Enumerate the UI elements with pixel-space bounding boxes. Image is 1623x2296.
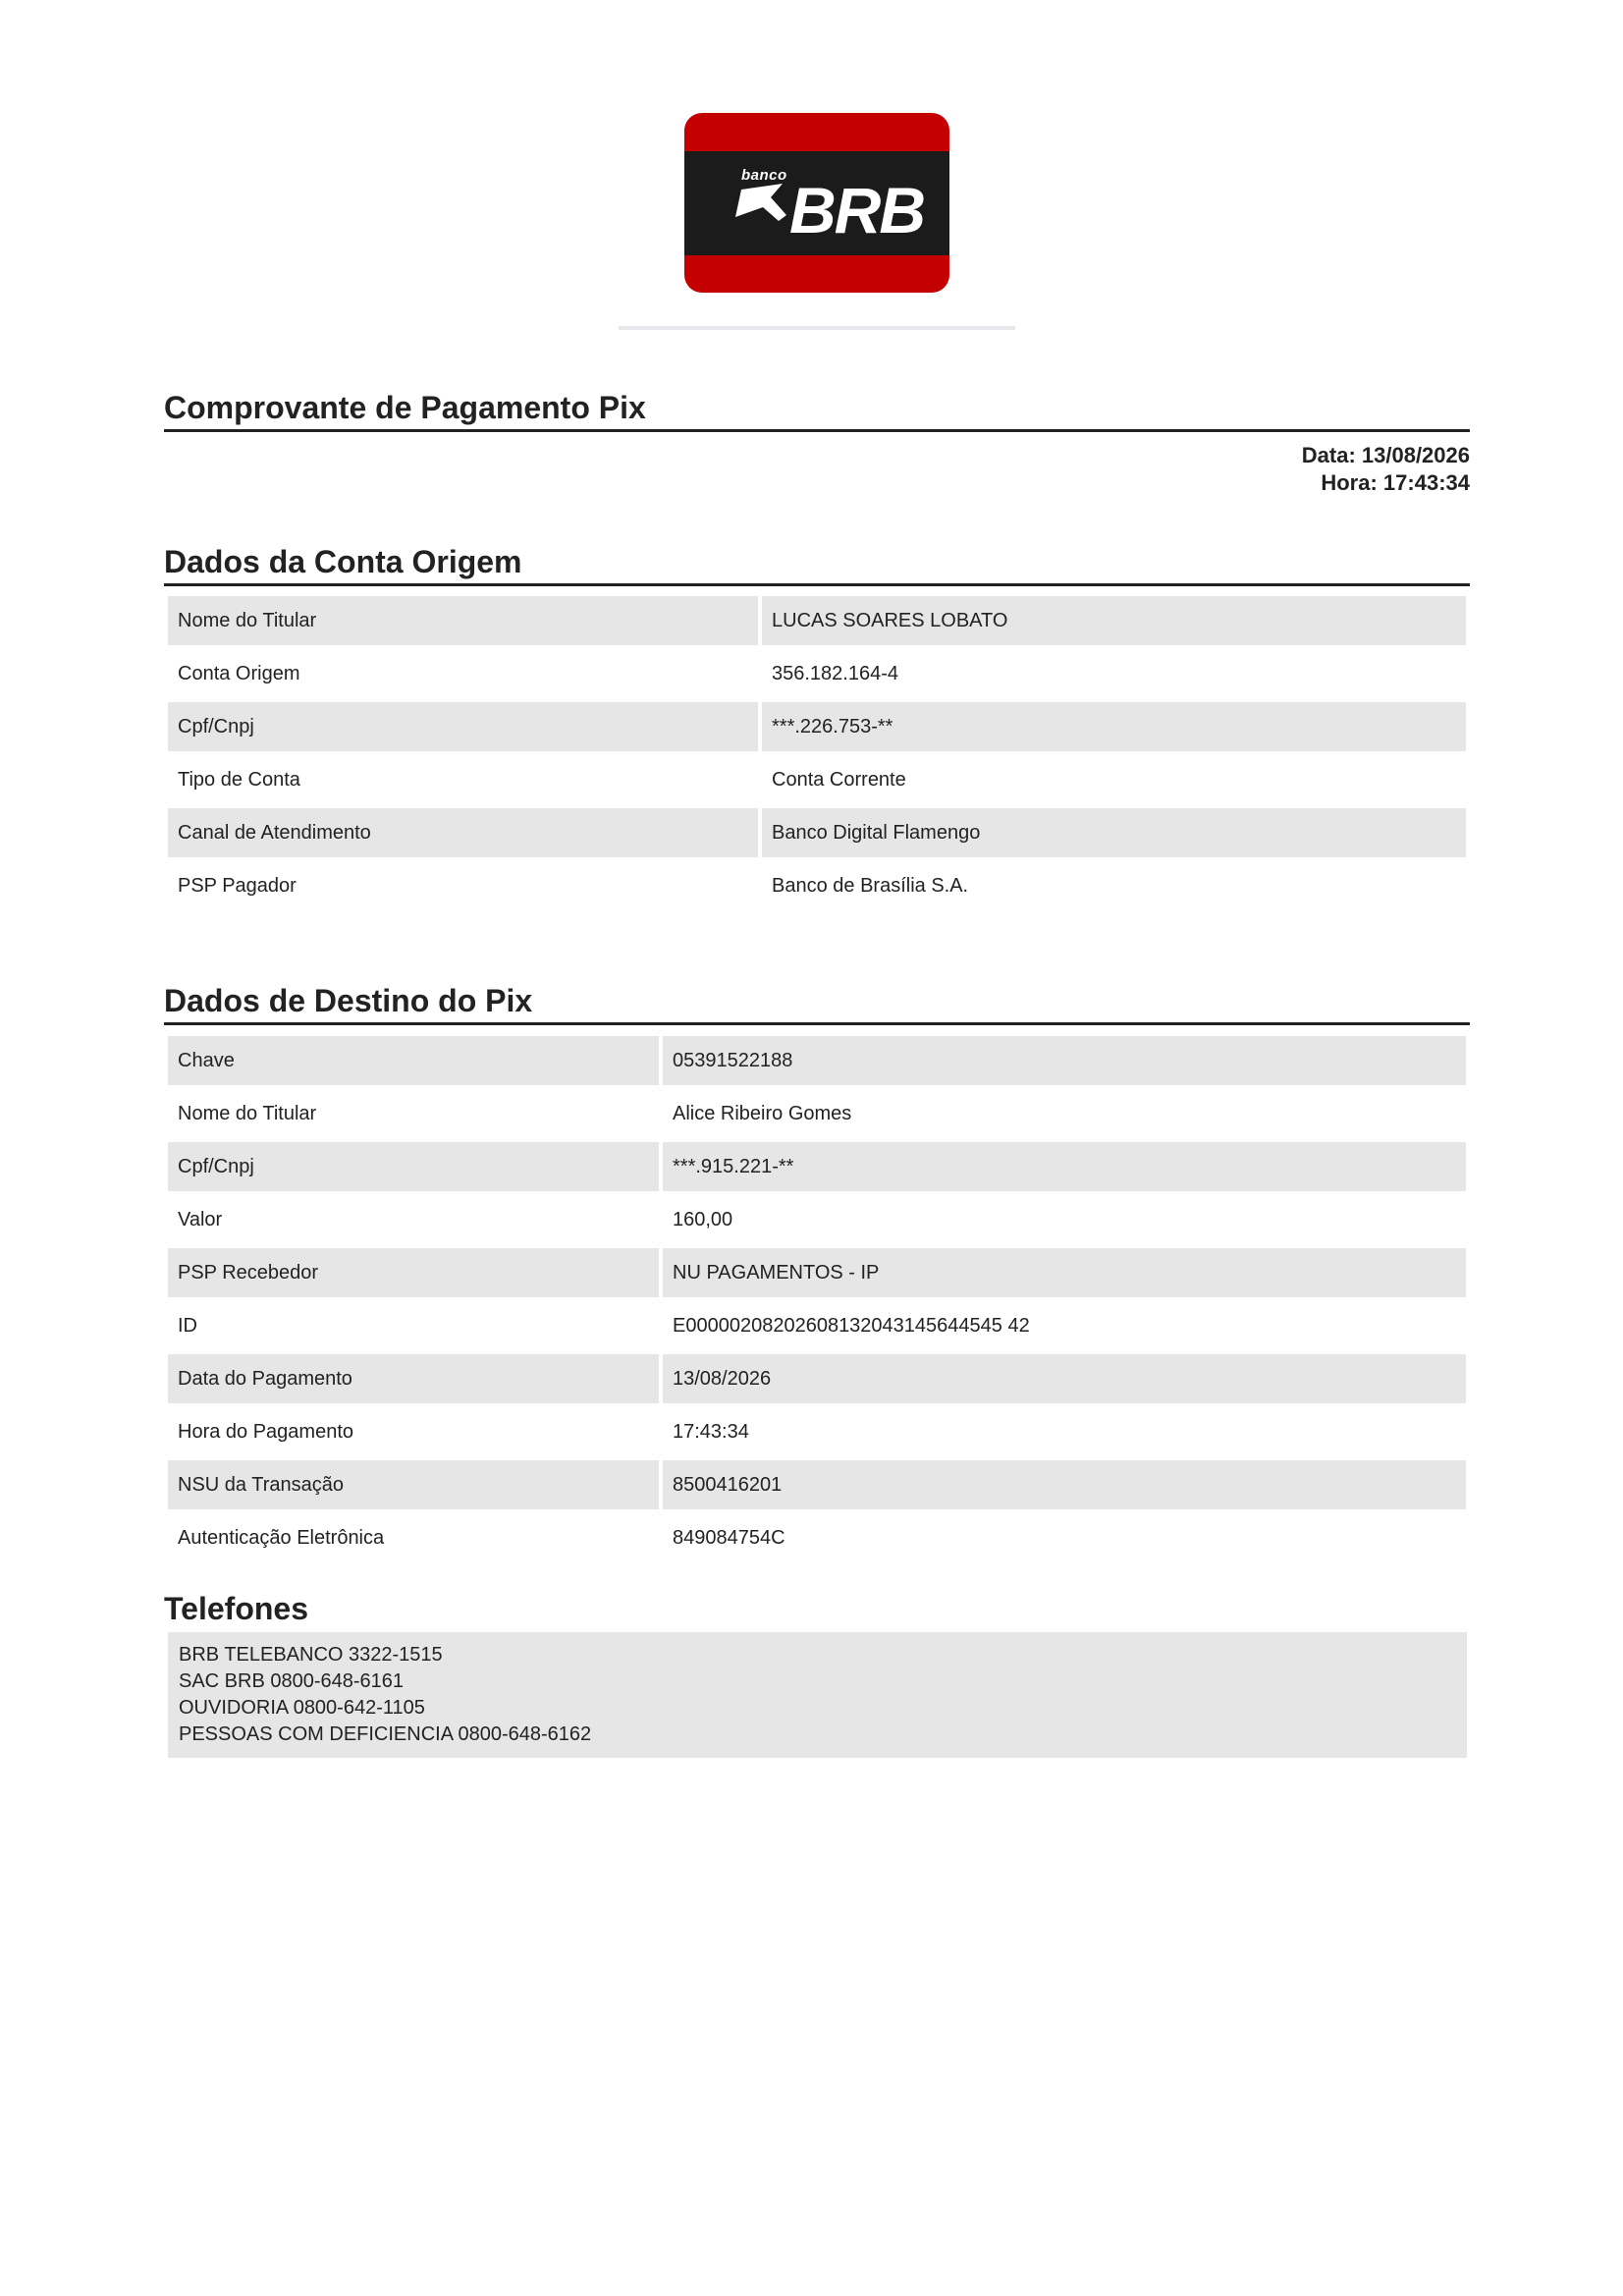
- field-label: Valor: [168, 1195, 659, 1244]
- table-row: [168, 1142, 1466, 1191]
- phone-line: PESSOAS COM DEFICIENCIA 0800-648-6162: [179, 1723, 592, 1745]
- table-row: [168, 649, 1466, 698]
- table-row: [168, 1248, 1466, 1297]
- destination-section-title: Dados de Destino do Pix: [164, 981, 1470, 1025]
- receipt-date: Data: 13/08/2026: [1301, 443, 1470, 467]
- field-label: Conta Origem: [168, 649, 758, 698]
- logo-divider: [619, 326, 1015, 330]
- logo-small-text: banco: [741, 167, 787, 184]
- field-value: ***.226.753-**: [762, 702, 1466, 751]
- phones-box: [168, 1632, 1467, 1758]
- field-value: 13/08/2026: [663, 1354, 1466, 1403]
- receipt-title: Comprovante de Pagamento Pix: [164, 388, 1470, 432]
- table-row: [168, 1513, 1466, 1562]
- table-row: [168, 861, 1466, 910]
- field-value: ***.915.221-**: [663, 1142, 1466, 1191]
- phone-line: SAC BRB 0800-648-6161: [179, 1670, 405, 1692]
- field-label: Nome do Titular: [168, 1089, 659, 1138]
- field-value: 05391522188: [663, 1036, 1466, 1085]
- field-label: Tipo de Conta: [168, 755, 758, 804]
- table-row: [168, 702, 1466, 751]
- field-value: E00000208202608132043145644545 42: [663, 1301, 1466, 1350]
- table-row: [168, 1354, 1466, 1403]
- receipt-time: Hora: 17:43:34: [1321, 470, 1470, 495]
- field-label: Autenticação Eletrônica: [168, 1513, 659, 1562]
- table-row: [168, 1089, 1466, 1138]
- table-row: [168, 1195, 1466, 1244]
- table-row: [168, 596, 1466, 645]
- bank-logo: [684, 113, 949, 293]
- field-label: PSP Pagador: [168, 861, 758, 910]
- table-row: [168, 1460, 1466, 1509]
- field-value: 17:43:34: [663, 1407, 1466, 1456]
- receipt-datetime: [1302, 442, 1470, 497]
- field-value: Alice Ribeiro Gomes: [663, 1089, 1466, 1138]
- field-value: Banco Digital Flamengo: [762, 808, 1466, 857]
- field-value: 160,00: [663, 1195, 1466, 1244]
- field-value: Conta Corrente: [762, 755, 1466, 804]
- table-row: [168, 1407, 1466, 1456]
- field-value: NU PAGAMENTOS - IP: [663, 1248, 1466, 1297]
- table-row: [168, 755, 1466, 804]
- field-label: Data do Pagamento: [168, 1354, 659, 1403]
- field-label: Canal de Atendimento: [168, 808, 758, 857]
- field-label: PSP Recebedor: [168, 1248, 659, 1297]
- field-value: 8500416201: [663, 1460, 1466, 1509]
- table-row: [168, 1036, 1466, 1085]
- table-row: [168, 1301, 1466, 1350]
- field-value: 356.182.164-4: [762, 649, 1466, 698]
- phone-line: OUVIDORIA 0800-642-1105: [179, 1697, 425, 1719]
- field-label: ID: [168, 1301, 659, 1350]
- phones-title: Telefones: [164, 1591, 308, 1626]
- field-label: Cpf/Cnpj: [168, 1142, 659, 1191]
- field-label: Cpf/Cnpj: [168, 702, 758, 751]
- field-label: Chave: [168, 1036, 659, 1085]
- field-label: NSU da Transação: [168, 1460, 659, 1509]
- field-label: Nome do Titular: [168, 596, 758, 645]
- destination-table-body: [168, 1036, 1466, 1562]
- field-value: LUCAS SOARES LOBATO: [762, 596, 1466, 645]
- origin-table-body: [168, 596, 1466, 910]
- phone-line: BRB TELEBANCO 3322-1515: [179, 1644, 443, 1666]
- origin-section-title: Dados da Conta Origem: [164, 542, 1470, 586]
- field-value: Banco de Brasília S.A.: [762, 861, 1466, 910]
- origin-table: [164, 592, 1470, 914]
- table-row: [168, 808, 1466, 857]
- field-label: Hora do Pagamento: [168, 1407, 659, 1456]
- destination-table: [164, 1032, 1470, 1566]
- field-value: 849084754C: [663, 1513, 1466, 1562]
- logo-brand-text: BRB: [789, 174, 924, 246]
